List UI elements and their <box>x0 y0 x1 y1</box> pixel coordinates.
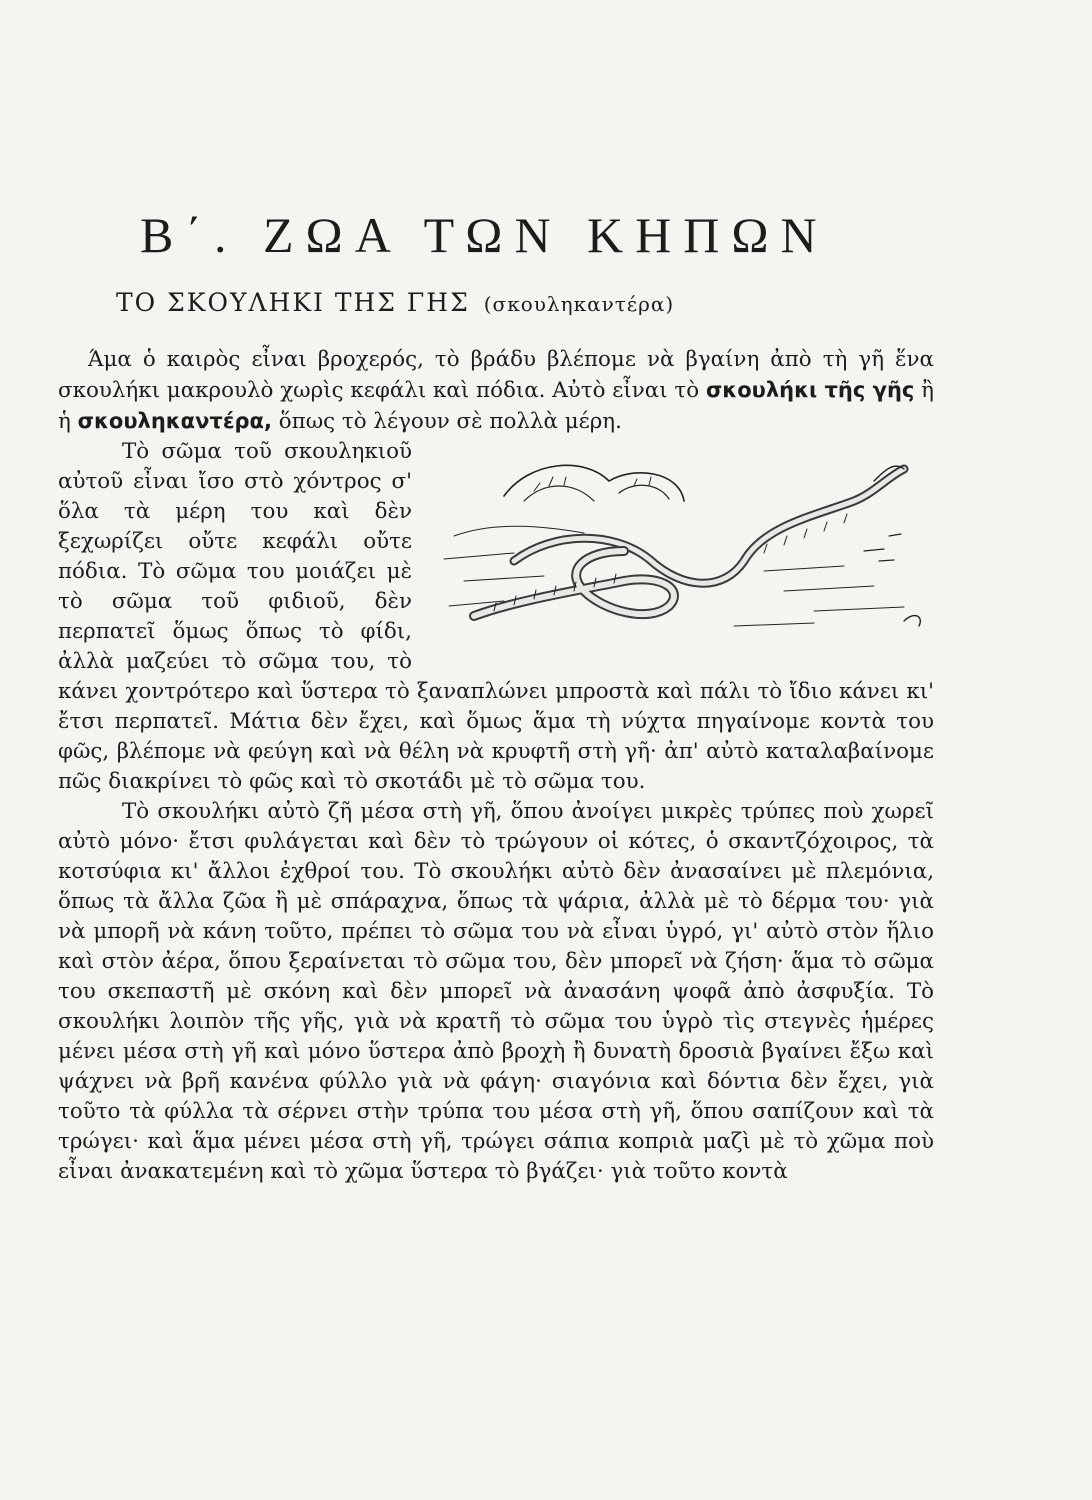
paragraph-2 <box>58 437 934 797</box>
paragraph-1-text-b: ἢ ἡ <box>58 378 934 434</box>
term-skoulikantera: σκουληκαντέρα, <box>77 409 272 433</box>
earthworm-drawing <box>434 441 934 646</box>
chapter-title: Β΄. ΖΩΑ ΤΩΝ ΚΗΠΩΝ <box>140 207 829 263</box>
section-subtitle: (σκουληκαντέρα) <box>483 292 675 316</box>
paragraph-1 <box>58 345 934 437</box>
paragraph-1-text-a: Άμα ὁ καιρὸς εἶναι βροχερός, τὸ βράδυ βλέπομε νὰ βγαίνη ἀπὸ τὴ γῆ ἕνα σκουλήκι μακρουλὸ χωρὶς κεφάλι καὶ πόδια. Αὐτὸ εἶναι τὸ <box>58 347 934 403</box>
body-text <box>58 345 934 1187</box>
paragraph-2-text: Τὸ σῶμα τοῦ σκουληκιοῦ αὐτοῦ εἶναι ἴσο στὸ χόντρος σ' ὅλα τὰ μέρη του καὶ δὲν ξεχωρίζει οὔτε κεφάλι οὔτε πόδια. Τὸ σῶμα του μοιάζει μὲ τὸ σῶμα τοῦ φιδιοῦ, δὲν περπατεῖ ὅμως ὅπως τὸ φίδι, ἀλλὰ μαζεύει τὸ σῶμα του, τὸ κάνει χοντρότερο καὶ ὕστερα τὸ ξαναπλώνει μπροστὰ καὶ πάλι τὸ ἴδιο κάνει κι' ἔτσι περπατεῖ. Μάτια δὲν ἔχει, καὶ ὅμως ἅμα τὴ νύχτα πηγαίνομε κοντὰ του φῶς, βλέπομε νὰ φεύγη καὶ νὰ θέλη νὰ κρυφτῆ στὴ γῆ· ἀπ' αὐτὸ καταλαβαίνομε πῶς διακρίνει τὸ φῶς καὶ τὸ σκοτάδι μὲ τὸ σῶμα του. <box>58 439 934 794</box>
paragraph-1-text-c: ὅπως τὸ λέγουν σὲ πολλὰ μέρη. <box>278 409 622 434</box>
section-title <box>116 288 876 317</box>
section-title-main: ΤΟ ΣΚΟΥΛΗΚΙ ΤΗΣ ΓΗΣ <box>116 288 470 317</box>
paragraph-3: Τὸ σκουλήκι αὐτὸ ζῆ μέσα στὴ γῆ, ὅπου ἀνοίγει μικρὲς τρύπες ποὺ χωρεῖ αὐτὸ μόνο· ἔτσι φυλάγεται καὶ δὲν τὸ τρώγουν οἱ κότες, ὁ σκαντζόχοιρος, τὰ κοτσύφια κι' ἄλλοι ἐχθροί του. Τὸ σκουλήκι αὐτὸ δὲν ἀνασαίνει μὲ πλεμόνια, ὅπως τὰ ἄλλα ζῶα ἢ μὲ σπάραχνα, ὅπως τὰ ψάρια, ἀλλὰ μὲ τὸ δέρμα του· γιὰ νὰ μπορῆ νὰ κάνη τοῦτο, πρέπει τὸ σῶμα του νὰ εἶναι ὑγρό, γι' αὐτὸ στὸν ἥλιο καὶ στὸν ἀέρα, ὅπου ξεραίνεται τὸ σῶμα του, δὲν μπορεῖ νὰ ζήση· ἅμα τὸ σῶμα του σκεπαστῆ μὲ σκόνη καὶ δὲν μπορεῖ νὰ ἀνασάνη ψοφᾶ ἀπὸ ἀσφυξία. Τὸ σκουλήκι λοιπὸν τῆς γῆς, γιὰ νὰ κρατῆ τὸ σῶμα του ὑγρὸ τὶς στεγνὲς ἡμέρες μένει μέσα στὴ γῆ καὶ μόνο ὕστερα ἀπὸ βροχὴ ἢ δυνατὴ δροσιὰ βγαίνει ἔξω καὶ ψάχνει νὰ βρῆ κανένα φύλλο γιὰ νὰ φάγη· σιαγόνια καὶ δόντια δὲν ἔχει, γιὰ τοῦτο τὰ φύλλα τὰ σέρνει στὴν τρύπα του μέσα στὴ γῆ, ὅπου σαπίζουν καὶ τὰ τρώγει· καὶ ἅμα μένει μέσα στὴ γῆ, τρώγει σάπια κοπριὰ μαζὶ μὲ τὸ χῶμα ποὺ εἶναι ἀνακατεμένη καὶ τὸ χῶμα ὕστερα τὸ βγάζει· γιὰ τοῦτο κοντὰ <box>58 799 934 1184</box>
term-earthworm: σκουλήκι τῆς γῆς <box>705 378 915 402</box>
earthworm-illustration <box>434 441 934 646</box>
